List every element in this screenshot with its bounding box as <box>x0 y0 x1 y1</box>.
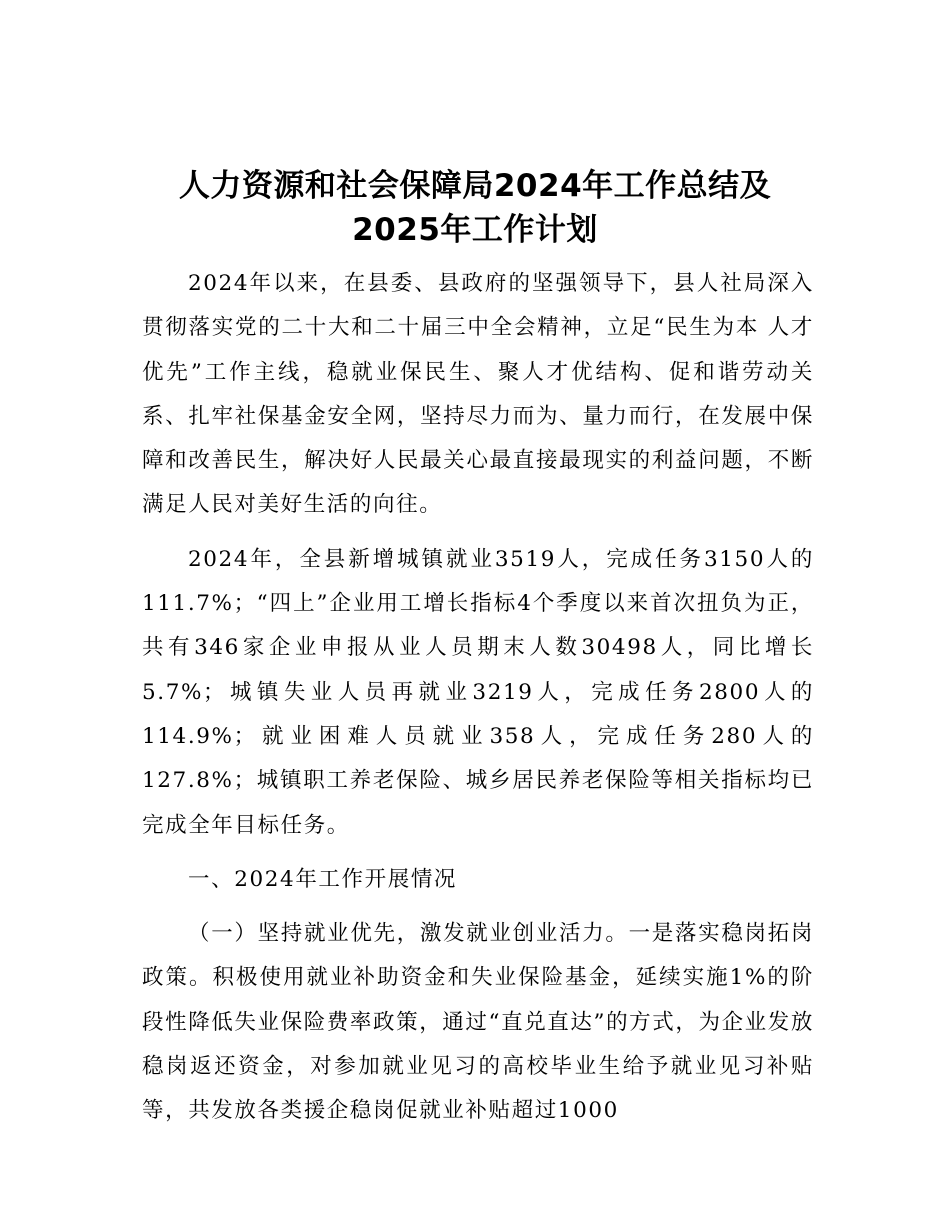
title-line-2: 2025年工作计划 <box>352 212 598 248</box>
document-body <box>142 262 814 1134</box>
document-title <box>0 164 950 252</box>
title-line-1: 人力资源和社会保障局2024年工作总结及 <box>178 168 772 204</box>
paragraph-intro: 2024年以来，在县委、县政府的坚强领导下，县人社局深入贯彻落实党的二十大和二十届三中全会精神，立足“民生为本 人才优先”工作主线，稳就业保民生、聚人才优结构、促和谐劳动关系、扎牢社保基金安全网，坚持尽力而为、量力而行，在发展中保障和改善民生，解决好人民最关心最直接最现实的利益问题，不断满足人民对美好生活的向往。 <box>142 271 814 518</box>
paragraph-gap <box>142 528 814 538</box>
paragraph-gap <box>142 848 814 858</box>
paragraph-employment: （一）坚持就业优先，激发就业创业活力。一是落实稳岗拓岗政策。积极使用就业补助资金和失业保险基金，延续实施1%的阶段性降低失业保险费率政策，通过“直兑直达”的方式，为企业发放稳岗返还资金，对参加就业见习的高校毕业生给予就业见习补贴等，共发放各类援企稳岗促就业补贴超过1000 <box>142 921 814 1124</box>
paragraph-gap <box>142 902 814 912</box>
paragraph-statistics: 2024年，全县新增城镇就业3519人，完成任务3150人的111.7%；“四上”企业用工增长指标4个季度以来首次扭负为正，共有346家企业申报从业人员期末人数30498人，同比增长5.7%；城镇失业人员再就业3219人，完成任务2800人的114.9%；就业困难人员就业358人，完成任务280人的127.8%；城镇职工养老保险、城乡居民养老保险等相关指标均已完成全年目标任务。 <box>142 546 814 838</box>
section-heading: 一、2024年工作开展情况 <box>188 866 458 892</box>
